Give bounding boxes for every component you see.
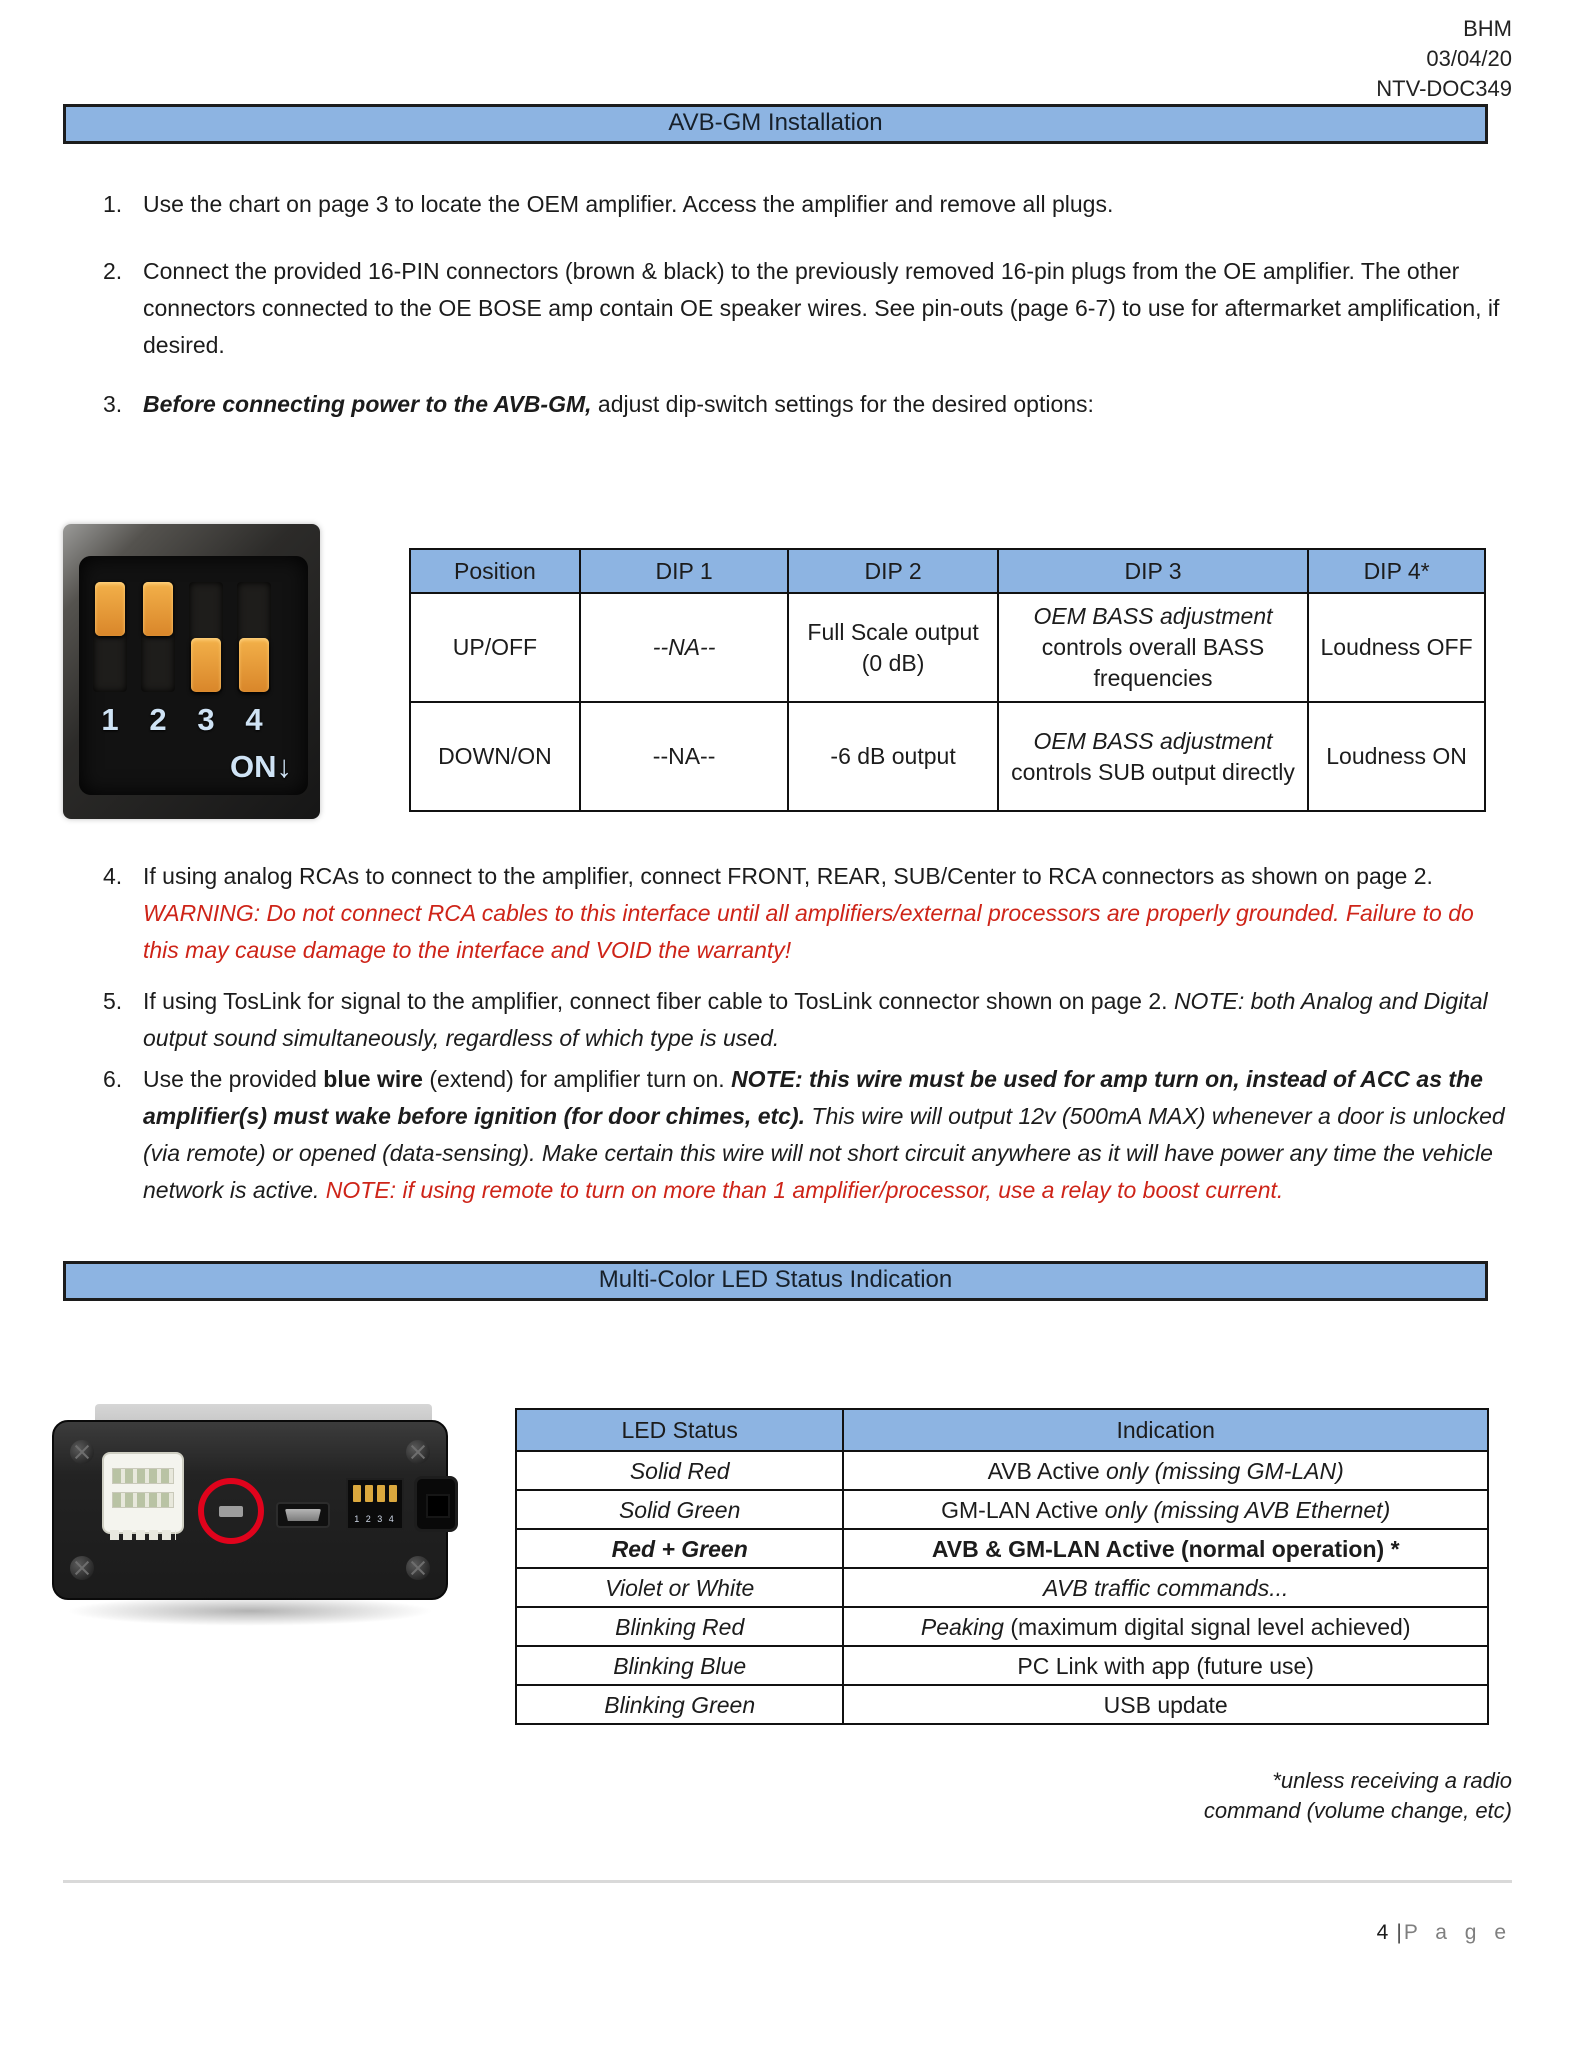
cell-indication: AVB traffic commands... — [843, 1568, 1488, 1607]
list-item-text: Before connecting power to the AVB-GM, adjust dip-switch settings for the desired options: — [143, 391, 1094, 417]
cell-dip2: -6 dB output — [788, 702, 998, 811]
table-header-row — [410, 549, 1485, 593]
toslink-hole — [426, 1494, 450, 1518]
cell-dip1: --NA-- — [580, 593, 788, 702]
dip-slot-3 — [189, 582, 223, 692]
led-status-section — [63, 1301, 1512, 1746]
led-status-table — [515, 1408, 1489, 1725]
table-row — [516, 1451, 1488, 1490]
footnote-line: command (volume change, etc) — [1203, 1798, 1512, 1823]
cell-indication: AVB & GM-LAN Active (normal operation) * — [843, 1529, 1488, 1568]
dip-slot-2 — [141, 582, 175, 692]
dip-on-label: ON↓ — [230, 749, 292, 784]
cell-led-status: Blinking Red — [516, 1607, 843, 1646]
list-item-number: 5. — [103, 988, 123, 1014]
table-row — [410, 702, 1485, 811]
screw-icon — [70, 1556, 94, 1580]
section-title-led-status: Multi-Color LED Status Indication — [63, 1261, 1488, 1301]
table-row — [516, 1490, 1488, 1529]
dip-settings-table — [409, 548, 1486, 812]
device-dip-numbers: 1 2 3 4 — [354, 1514, 396, 1524]
led-highlight-circle — [198, 1478, 264, 1544]
list-item — [103, 253, 1512, 364]
dip-switch-body — [79, 556, 308, 795]
footer-separator: | — [1396, 1921, 1402, 1944]
cell-led-status: Solid Red — [516, 1451, 843, 1490]
footer-divider — [63, 1880, 1512, 1883]
list-item — [103, 858, 1512, 969]
screw-icon — [406, 1556, 430, 1580]
footer-page-word: P a g e — [1403, 1921, 1512, 1944]
page-footer — [63, 1921, 1512, 1945]
table-row — [516, 1568, 1488, 1607]
page-number: 4 — [1376, 1921, 1389, 1944]
dip-number-3: 3 — [197, 702, 215, 737]
cell-dip3: OEM BASS adjustment controls overall BASS frequencies — [998, 593, 1308, 702]
cell-dip1: --NA-- — [580, 702, 788, 811]
dip-slot-4 — [237, 582, 271, 692]
screw-icon — [406, 1440, 430, 1464]
cell-indication: GM-LAN Active only (missing AVB Ethernet) — [843, 1490, 1488, 1529]
list-item — [103, 186, 1512, 223]
cell-led-status: Red + Green — [516, 1529, 843, 1568]
dip-switch-photo — [63, 524, 320, 819]
list-item-number: 4. — [103, 863, 123, 889]
device-dip-switch — [346, 1478, 404, 1530]
dip-number-1: 1 — [101, 702, 119, 737]
table-row — [516, 1685, 1488, 1724]
device-dip-knob — [377, 1485, 385, 1502]
table-header-row — [516, 1409, 1488, 1451]
section-title-installation: AVB-GM Installation — [63, 104, 1488, 144]
connector-pin-row — [112, 1492, 174, 1508]
dip-number-2: 2 — [149, 702, 167, 737]
device-photo — [40, 1396, 460, 1656]
list-item-text: If using analog RCAs to connect to the amplifier, connect FRONT, REAR, SUB/Center to RCA connectors as shown on page 2. WARNING: Do not connect RCA cables to this interface until all amplifiers/external processors are properly grounded. Failure to do this may cause damage to the interface and VOID the warranty! — [143, 863, 1474, 963]
device-dip-knob — [389, 1485, 397, 1502]
col-header-dip1: DIP 1 — [580, 549, 788, 593]
cell-dip4: Loudness OFF — [1308, 593, 1485, 702]
dip-switch-section — [63, 524, 1512, 819]
cell-led-status: Solid Green — [516, 1490, 843, 1529]
list-item-text: Use the provided blue wire (extend) for amplifier turn on. NOTE: this wire must be used for amp turn on, instead of ACC as the amplifier(s) must wake before ignition (for door chimes, etc). This wire will output 12v (500mA MAX) whenever a door is unlocked (via remote) or opened (data-sensing). Make certain this wire will not short circuit anywhere as it will have power any time the vehicle network is active. NOTE: if using remote to turn on more than 1 amplifier/processor, use a relay to boost current. — [143, 1066, 1505, 1203]
col-header-dip3: DIP 3 — [998, 549, 1308, 593]
screw-icon — [70, 1440, 94, 1464]
cell-led-status: Blinking Blue — [516, 1646, 843, 1685]
header-line-date: 03/04/20 — [1426, 46, 1512, 71]
connector-pin-row — [112, 1468, 174, 1484]
photo-shadow — [66, 1596, 434, 1626]
list-item-number: 6. — [103, 1066, 123, 1092]
col-header-dip2: DIP 2 — [788, 549, 998, 593]
dip-knob-4-down — [239, 638, 269, 692]
cell-indication: USB update — [843, 1685, 1488, 1724]
list-item — [103, 386, 1512, 423]
cell-indication: PC Link with app (future use) — [843, 1646, 1488, 1685]
cell-indication: Peaking (maximum digital signal level achieved) — [843, 1607, 1488, 1646]
dip-knob-2-up — [143, 582, 173, 636]
toslink-port — [414, 1476, 458, 1532]
status-led — [219, 1506, 243, 1517]
list-item — [103, 983, 1512, 1057]
cell-dip2: Full Scale output (0 dB) — [788, 593, 998, 702]
dip-knob-3-down — [191, 638, 221, 692]
list-item-number: 3. — [103, 391, 123, 417]
usb-metal-shield — [285, 1509, 321, 1521]
footnote — [63, 1766, 1512, 1826]
col-header-position: Position — [410, 549, 580, 593]
footnote-line: *unless receiving a radio — [1272, 1768, 1512, 1793]
list-item-number: 2. — [103, 258, 123, 284]
cell-led-status: Blinking Green — [516, 1685, 843, 1724]
cell-dip3: OEM BASS adjustment controls SUB output directly — [998, 702, 1308, 811]
harness-connector — [102, 1452, 184, 1534]
document-header — [63, 14, 1512, 104]
list-item — [103, 1061, 1512, 1209]
mini-usb-port — [276, 1502, 330, 1528]
list-item-number: 1. — [103, 191, 123, 217]
device-module — [52, 1420, 448, 1600]
connector-teeth — [110, 1530, 176, 1540]
list-item-text: Connect the provided 16-PIN connectors (brown & black) to the previously removed 16-pin plugs from the OE amplifier. The other connectors connected to the OE BOSE amp contain OE speaker wires. See pin-outs (page 6-7) to use for aftermarket amplification, if desired. — [143, 258, 1500, 358]
dip-slot-1 — [93, 582, 127, 692]
header-line-author: BHM — [1463, 16, 1512, 41]
list-item-text: If using TosLink for signal to the amplifier, connect fiber cable to TosLink connector shown on page 2. NOTE: both Analog and Digital output sound simultaneously, regardless of which type is used. — [143, 988, 1488, 1051]
col-header-dip4: DIP 4* — [1308, 549, 1485, 593]
table-row — [516, 1529, 1488, 1568]
col-header-led-status: LED Status — [516, 1409, 843, 1451]
cell-led-status: Violet or White — [516, 1568, 843, 1607]
col-header-indication: Indication — [843, 1409, 1488, 1451]
header-line-docid: NTV-DOC349 — [1376, 76, 1512, 101]
dip-knob-1-up — [95, 582, 125, 636]
table-row — [516, 1607, 1488, 1646]
device-dip-knob — [365, 1485, 373, 1502]
cell-position: DOWN/ON — [410, 702, 580, 811]
cell-indication: AVB Active only (missing GM-LAN) — [843, 1451, 1488, 1490]
dip-number-4: 4 — [245, 702, 263, 737]
cell-position: UP/OFF — [410, 593, 580, 702]
table-row — [516, 1646, 1488, 1685]
device-dip-knob — [353, 1485, 361, 1502]
list-item-text: Use the chart on page 3 to locate the OEM amplifier. Access the amplifier and remove all plugs. — [143, 191, 1114, 217]
cell-dip4: Loudness ON — [1308, 702, 1485, 811]
table-row — [410, 593, 1485, 702]
